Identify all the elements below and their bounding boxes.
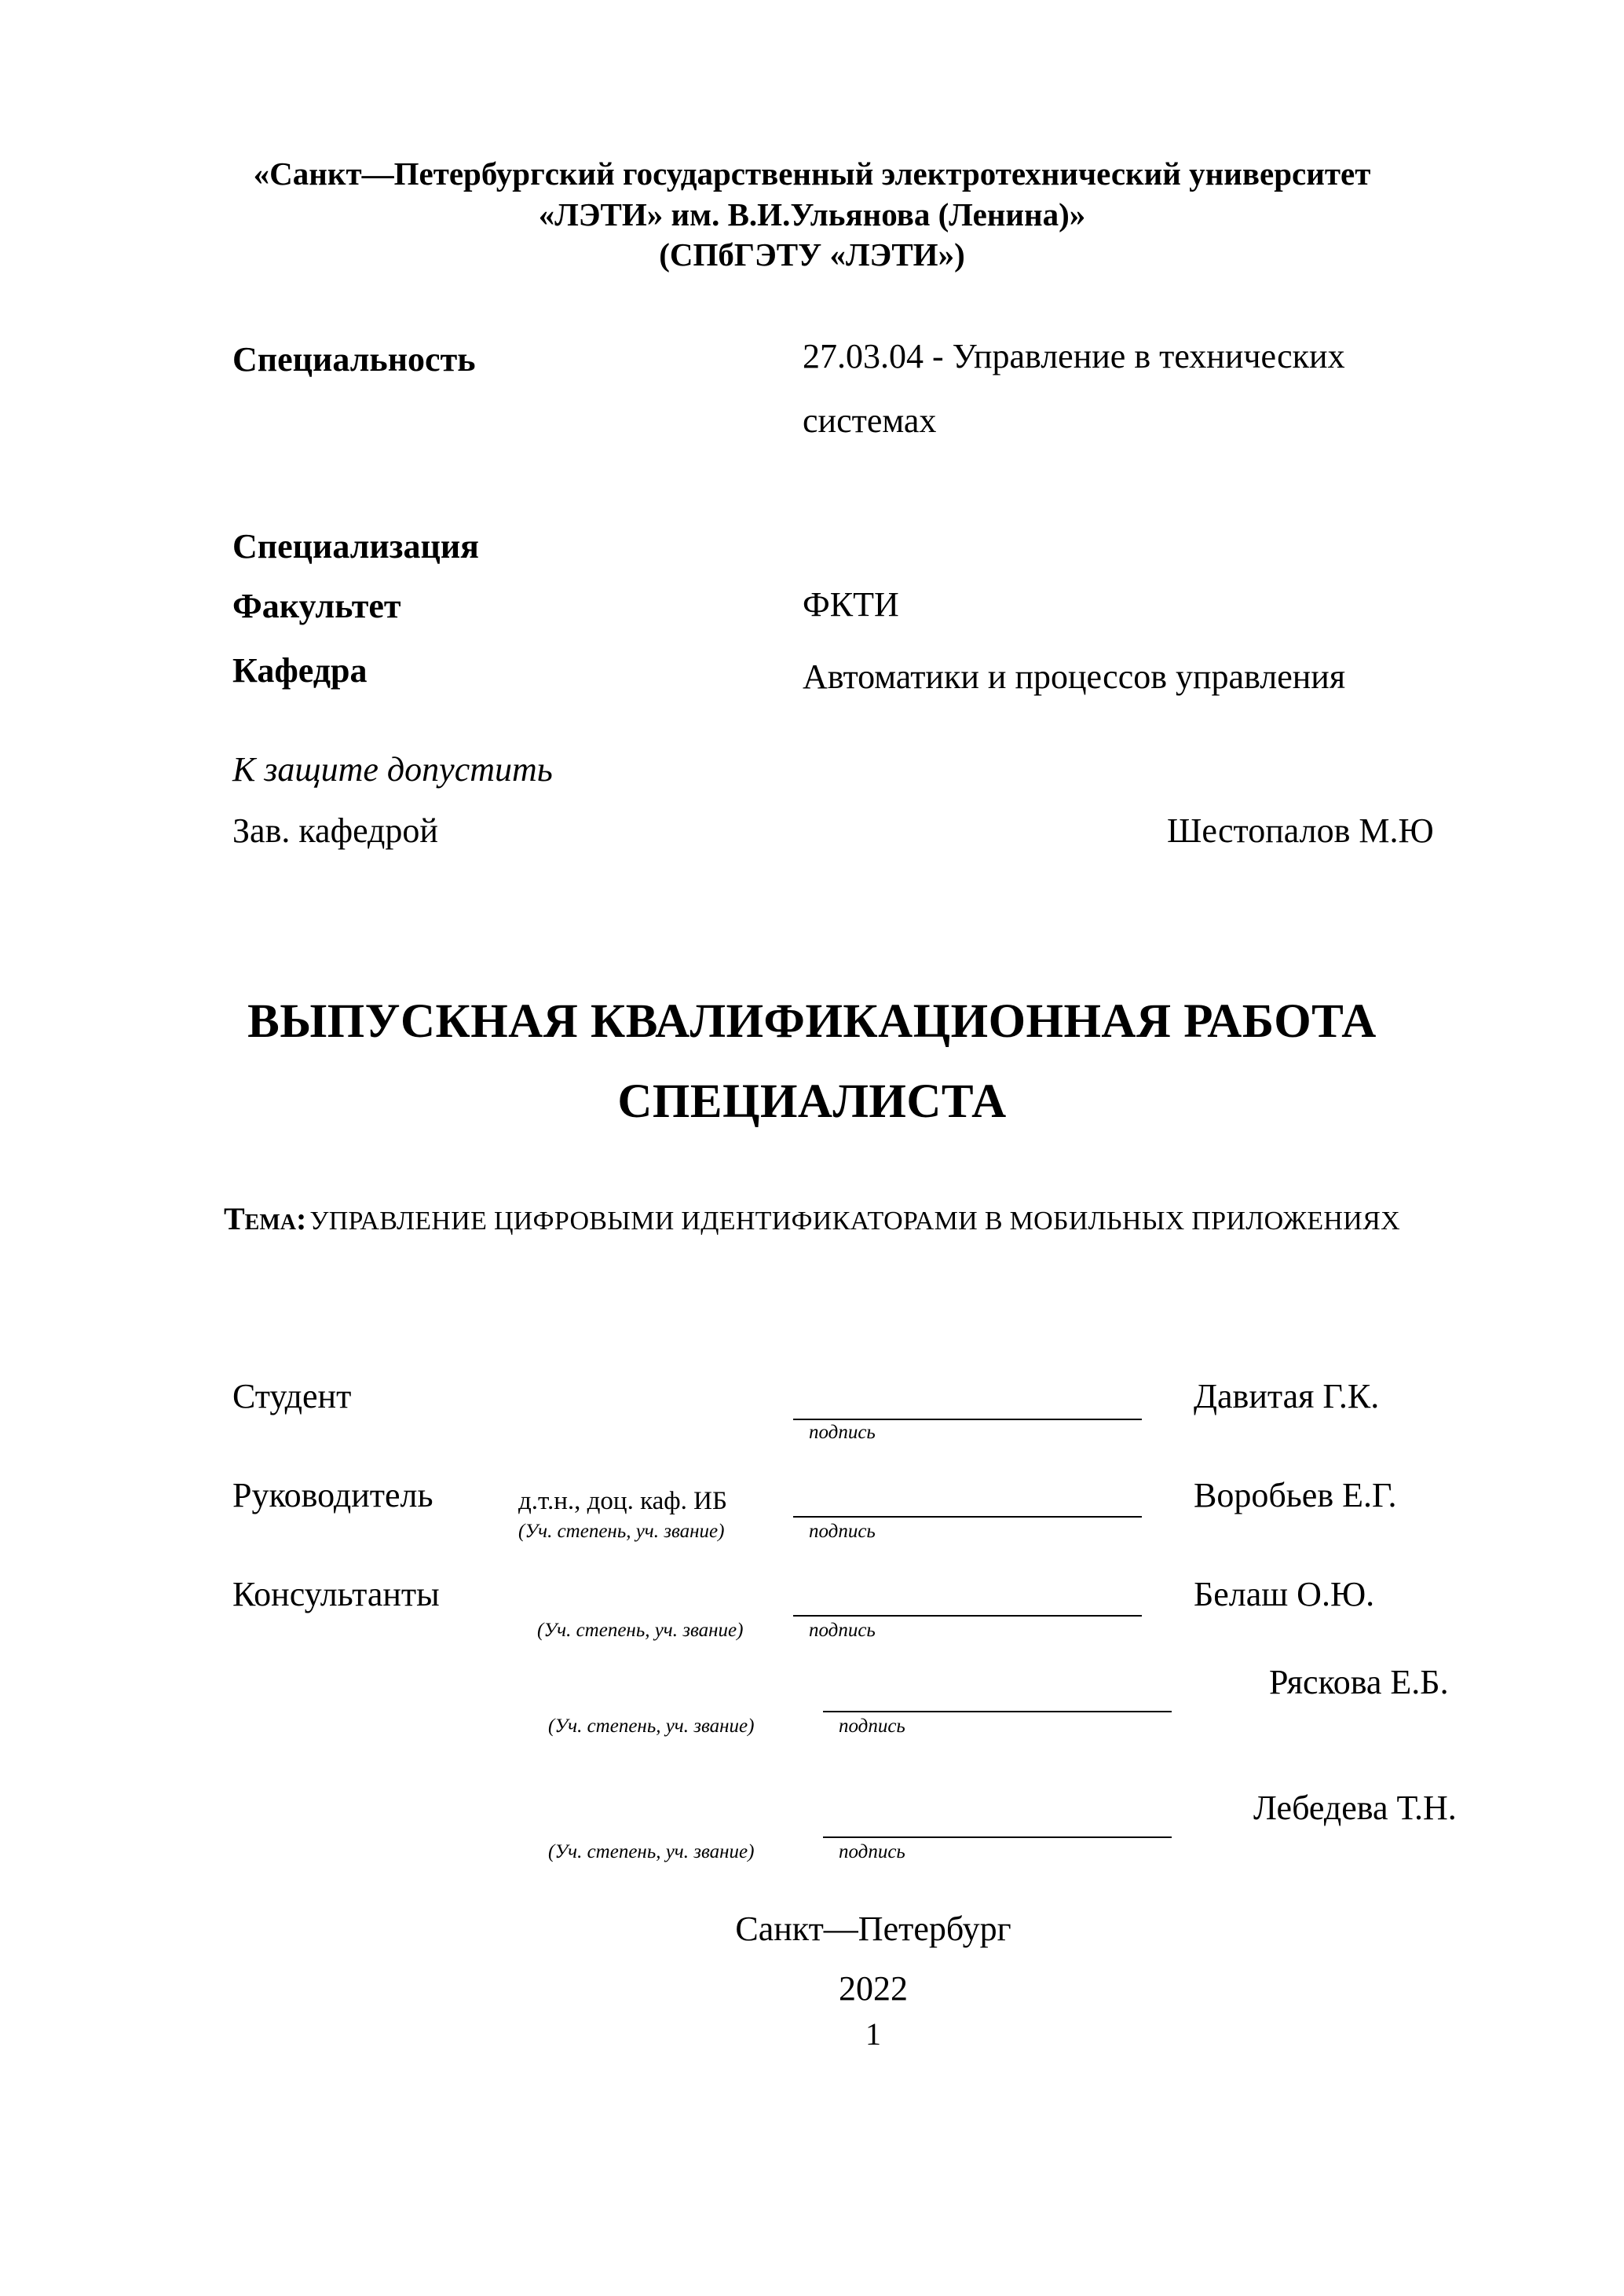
specialization-label: Специализация: [232, 527, 479, 566]
consultant2-name: Ряскова Е.Б.: [1269, 1663, 1449, 1701]
document-title-line2: СПЕЦИАЛИСТА: [617, 1075, 1007, 1128]
supervisor-degree-caption: (Уч. степень, уч. звание): [518, 1521, 725, 1542]
specialty-label: Специальность: [232, 340, 476, 379]
consultants-label: Консультанты: [232, 1575, 440, 1613]
document-title-line1: ВЫПУСКНАЯ КВАЛИФИКАЦИОННАЯ РАБОТА: [247, 995, 1377, 1048]
supervisor-degree: д.т.н., доц. каф. ИБ: [518, 1487, 727, 1515]
consultant1-name: Белаш О.Ю.: [1194, 1575, 1375, 1613]
faculty-label: Факультет: [232, 587, 401, 625]
supervisor-name: Воробьев Е.Г.: [1194, 1476, 1397, 1514]
consultant3-degree-caption: (Уч. степень, уч. звание): [548, 1841, 755, 1862]
specialty-value: 27.03.04 - Управление в технических: [803, 337, 1345, 375]
consultant2-signature-line: [823, 1711, 1172, 1712]
department-value: Автоматики и процессов управления: [803, 657, 1346, 696]
topic-value: УПРАВЛЕНИЕ ЦИФРОВЫМИ ИДЕНТИФИКАТОРАМИ В МОБИЛЬНЫХ ПРИЛОЖЕНИЯХ: [309, 1207, 1400, 1236]
consultant3-signature-line: [823, 1836, 1172, 1838]
consultant3-signature-caption: подпись: [839, 1841, 905, 1862]
university-name-line2: «ЛЭТИ» им. В.И.Ульянова (Ленина)»: [538, 196, 1086, 233]
consultant1-degree-caption: (Уч. степень, уч. звание): [537, 1620, 744, 1641]
consultant2-signature-caption: подпись: [839, 1716, 905, 1737]
supervisor-label: Руководитель: [232, 1476, 433, 1514]
topic-label: Тема:: [224, 1201, 307, 1236]
university-name-line1: «Санкт—Петербургский государственный электротехнический университет: [253, 156, 1371, 192]
student-signature-line: [793, 1419, 1142, 1420]
head-of-department-name: Шестопалов М.Ю: [1167, 811, 1434, 850]
student-label: Студент: [232, 1377, 352, 1415]
consultant1-signature-line: [793, 1615, 1142, 1617]
specialty-value-continued: системах: [803, 401, 937, 440]
department-label: Кафедра: [232, 651, 368, 690]
consultant2-degree-caption: (Уч. степень, уч. звание): [548, 1716, 755, 1737]
consultant1-signature-caption: подпись: [809, 1620, 876, 1641]
consultant3-name: Лебедева Т.Н.: [1253, 1789, 1457, 1827]
page-number: 1: [865, 2016, 881, 2052]
supervisor-signature-line: [793, 1516, 1142, 1518]
faculty-value: ФКТИ: [803, 585, 899, 624]
year: 2022: [839, 1969, 908, 2008]
admit-to-defense: К защите допустить: [232, 750, 553, 789]
city: Санкт—Петербург: [735, 1910, 1011, 1948]
student-signature-caption: подпись: [809, 1422, 876, 1443]
head-of-department-label: Зав. кафедрой: [232, 811, 438, 850]
university-abbreviation: (СПбГЭТУ «ЛЭТИ»): [659, 236, 965, 273]
topic: [0, 1200, 1624, 1237]
supervisor-signature-caption: подпись: [809, 1521, 876, 1542]
student-name: Давитая Г.К.: [1194, 1377, 1380, 1415]
